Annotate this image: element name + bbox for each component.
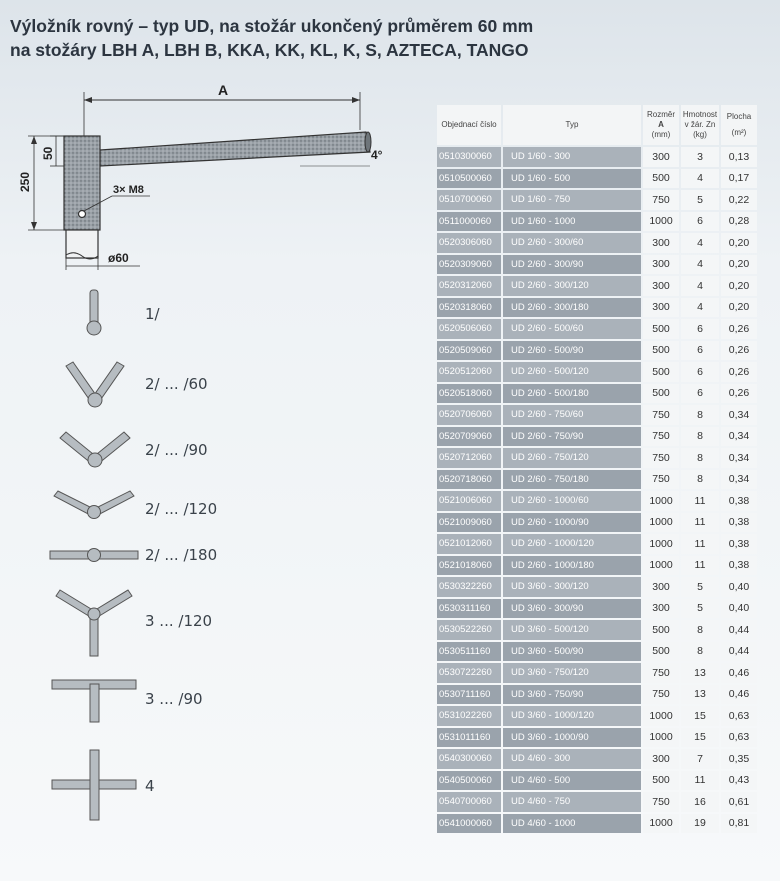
cell-weight: 16: [681, 792, 719, 812]
cell-type: UD 4/60 - 500: [503, 771, 641, 791]
spec-table-body: [437, 147, 757, 833]
cell-dimension: 300: [643, 749, 679, 769]
cell-code: 0521012060: [437, 534, 501, 554]
cell-type: UD 3/60 - 1000/120: [503, 706, 641, 726]
cell-area: 0,34: [721, 427, 757, 447]
cell-dimension: 500: [643, 319, 679, 339]
cell-area: 0,17: [721, 169, 757, 189]
dim-250-label: 250: [18, 171, 32, 192]
title-line-1: Výložník rovný – typ UD, na stožár ukončený průměrem 60 mm: [10, 16, 534, 36]
cell-dimension: 500: [643, 620, 679, 640]
cell-type: UD 3/60 - 300/90: [503, 599, 641, 619]
cell-area: 0,44: [721, 642, 757, 662]
cell-code: 0530522260: [437, 620, 501, 640]
cell-weight: 4: [681, 255, 719, 275]
cell-area: 0,26: [721, 341, 757, 361]
cell-area: 0,46: [721, 663, 757, 683]
cell-type: UD 2/60 - 750/60: [503, 405, 641, 425]
cell-dimension: 300: [643, 298, 679, 318]
cell-dimension: 750: [643, 470, 679, 490]
cell-area: 0,26: [721, 362, 757, 382]
angle-label: 4°: [371, 148, 383, 162]
cell-code: 0520509060: [437, 341, 501, 361]
cell-dimension: 300: [643, 255, 679, 275]
cell-type: UD 4/60 - 300: [503, 749, 641, 769]
cell-weight: 6: [681, 319, 719, 339]
table-row: [437, 470, 757, 490]
cell-type: UD 2/60 - 1000/60: [503, 491, 641, 511]
cell-area: 0,34: [721, 470, 757, 490]
table-row: [437, 706, 757, 726]
cell-code: 0521006060: [437, 491, 501, 511]
cell-type: UD 2/60 - 750/120: [503, 448, 641, 468]
double-arm-180-icon: [48, 544, 140, 566]
table-row: [437, 212, 757, 232]
cell-type: UD 2/60 - 300/60: [503, 233, 641, 253]
cell-type: UD 2/60 - 500/60: [503, 319, 641, 339]
cell-area: 0,20: [721, 298, 757, 318]
cell-type: UD 3/60 - 750/90: [503, 685, 641, 705]
cell-dimension: 1000: [643, 706, 679, 726]
table-row: [437, 534, 757, 554]
cell-dimension: 300: [643, 147, 679, 167]
table-row: [437, 147, 757, 167]
cell-code: 0520312060: [437, 276, 501, 296]
cell-area: 0,20: [721, 276, 757, 296]
header-code: Objednací číslo: [437, 105, 501, 145]
mast-top: [66, 230, 98, 258]
header-weight: Hmotnost v žár. Zn (kg): [681, 105, 719, 145]
variant-label-2: 2/ ... /60: [145, 375, 208, 393]
cell-area: 0,28: [721, 212, 757, 232]
cell-area: 0,63: [721, 728, 757, 748]
cell-weight: 11: [681, 491, 719, 511]
cell-code: 0530511160: [437, 642, 501, 662]
cell-weight: 4: [681, 276, 719, 296]
table-row: [437, 728, 757, 748]
cell-code: 0530711160: [437, 685, 501, 705]
cell-weight: 5: [681, 577, 719, 597]
cell-weight: 8: [681, 448, 719, 468]
cell-area: 0,34: [721, 405, 757, 425]
cell-type: UD 2/60 - 1000/90: [503, 513, 641, 533]
cell-dimension: 300: [643, 233, 679, 253]
double-arm-120-icon: [52, 490, 136, 526]
cell-type: UD 3/60 - 500/120: [503, 620, 641, 640]
cell-type: UD 2/60 - 1000/120: [503, 534, 641, 554]
cell-area: 0,26: [721, 319, 757, 339]
variant-label-3: 2/ ... /90: [145, 441, 208, 459]
cell-code: 0510500060: [437, 169, 501, 189]
table-row: [437, 620, 757, 640]
cell-type: UD 2/60 - 750/90: [503, 427, 641, 447]
cell-dimension: 750: [643, 685, 679, 705]
dim-a-label: A: [218, 82, 229, 98]
table-row: [437, 814, 757, 834]
triple-arm-90-icon: [50, 676, 138, 724]
cell-dimension: 300: [643, 599, 679, 619]
cell-weight: 8: [681, 405, 719, 425]
cell-type: UD 2/60 - 300/120: [503, 276, 641, 296]
cell-area: 0,20: [721, 233, 757, 253]
cell-dimension: 500: [643, 169, 679, 189]
cell-weight: 8: [681, 642, 719, 662]
cell-area: 0,43: [721, 771, 757, 791]
cell-area: 0,44: [721, 620, 757, 640]
cell-area: 0,34: [721, 448, 757, 468]
table-row: [437, 298, 757, 318]
cell-code: 0520306060: [437, 233, 501, 253]
cell-type: UD 3/60 - 1000/90: [503, 728, 641, 748]
cell-type: UD 1/60 - 1000: [503, 212, 641, 232]
cell-dimension: 750: [643, 190, 679, 210]
cell-dimension: 500: [643, 771, 679, 791]
cell-area: 0,63: [721, 706, 757, 726]
cell-weight: 15: [681, 728, 719, 748]
cell-code: 0540700060: [437, 792, 501, 812]
cell-area: 0,38: [721, 556, 757, 576]
cell-dimension: 750: [643, 405, 679, 425]
cell-code: 0540500060: [437, 771, 501, 791]
cell-weight: 7: [681, 749, 719, 769]
cell-type: UD 1/60 - 500: [503, 169, 641, 189]
cell-dimension: 500: [643, 384, 679, 404]
cell-weight: 6: [681, 362, 719, 382]
cell-weight: 4: [681, 233, 719, 253]
cell-type: UD 2/60 - 750/180: [503, 470, 641, 490]
cell-code: 0521018060: [437, 556, 501, 576]
cell-dimension: 1000: [643, 534, 679, 554]
cell-area: 0,20: [721, 255, 757, 275]
cell-type: UD 2/60 - 300/180: [503, 298, 641, 318]
cell-area: 0,40: [721, 599, 757, 619]
quad-arm-icon: [50, 748, 138, 822]
cell-dimension: 750: [643, 792, 679, 812]
cell-area: 0,26: [721, 384, 757, 404]
header-area: Plocha (m²): [721, 105, 757, 145]
table-row: [437, 405, 757, 425]
table-row: [437, 448, 757, 468]
cell-weight: 11: [681, 556, 719, 576]
cell-dimension: 500: [643, 642, 679, 662]
header-type: Typ: [503, 105, 641, 145]
cell-type: UD 3/60 - 300/120: [503, 577, 641, 597]
cell-area: 0,13: [721, 147, 757, 167]
table-row: [437, 169, 757, 189]
header-dimension: Rozměr A (mm): [643, 105, 679, 145]
cell-dimension: 750: [643, 448, 679, 468]
table-row: [437, 642, 757, 662]
cell-weight: 8: [681, 470, 719, 490]
cell-area: 0,22: [721, 190, 757, 210]
cell-area: 0,46: [721, 685, 757, 705]
cell-code: 0520512060: [437, 362, 501, 382]
page-title: [10, 14, 533, 62]
double-arm-90-icon: [58, 428, 132, 472]
cell-area: 0,38: [721, 534, 757, 554]
table-row: [437, 362, 757, 382]
cell-weight: 13: [681, 663, 719, 683]
cell-weight: 5: [681, 599, 719, 619]
cell-code: 0530311160: [437, 599, 501, 619]
cell-code: 0521009060: [437, 513, 501, 533]
cell-weight: 11: [681, 771, 719, 791]
cell-type: UD 4/60 - 750: [503, 792, 641, 812]
cell-type: UD 4/60 - 1000: [503, 814, 641, 834]
cell-weight: 15: [681, 706, 719, 726]
cell-code: 0511000060: [437, 212, 501, 232]
table-row: [437, 491, 757, 511]
title-line-2: na stožáry LBH A, LBH B, KKA, KK, KL, K, S, AZTECA, TANGO: [10, 40, 529, 60]
cell-weight: 13: [681, 685, 719, 705]
table-row: [437, 513, 757, 533]
table-row: [437, 771, 757, 791]
cell-area: 0,40: [721, 577, 757, 597]
cell-code: 0520506060: [437, 319, 501, 339]
cell-weight: 6: [681, 384, 719, 404]
cell-code: 0520712060: [437, 448, 501, 468]
cell-area: 0,38: [721, 513, 757, 533]
cell-dimension: 1000: [643, 814, 679, 834]
cell-area: 0,61: [721, 792, 757, 812]
double-arm-60-icon: [60, 360, 130, 412]
variant-label-6: 3 ... /120: [145, 612, 213, 630]
triple-arm-120-icon: [52, 588, 136, 658]
cell-dimension: 750: [643, 663, 679, 683]
cell-dimension: 1000: [643, 491, 679, 511]
diameter-label: ø60: [108, 251, 129, 265]
cell-dimension: 300: [643, 577, 679, 597]
table-row: [437, 792, 757, 812]
cell-weight: 11: [681, 513, 719, 533]
variant-label-7: 3 ... /90: [145, 690, 203, 708]
cell-dimension: 1000: [643, 513, 679, 533]
bracket-arm: [100, 132, 370, 166]
cell-type: UD 3/60 - 750/120: [503, 663, 641, 683]
cell-code: 0541000060: [437, 814, 501, 834]
table-row: [437, 427, 757, 447]
cell-code: 0531011160: [437, 728, 501, 748]
variant-label-5: 2/ ... /180: [145, 546, 218, 564]
table-row: [437, 255, 757, 275]
cell-code: 0520718060: [437, 470, 501, 490]
table-row: [437, 190, 757, 210]
table-row: [437, 663, 757, 683]
cell-dimension: 1000: [643, 728, 679, 748]
table-row: [437, 384, 757, 404]
cell-dimension: 500: [643, 341, 679, 361]
cell-type: UD 1/60 - 300: [503, 147, 641, 167]
variant-label-4: 2/ ... /120: [145, 500, 218, 518]
table-row: [437, 749, 757, 769]
cell-area: 0,38: [721, 491, 757, 511]
cell-area: 0,35: [721, 749, 757, 769]
cell-dimension: 300: [643, 276, 679, 296]
table-row: [437, 276, 757, 296]
cell-code: 0520518060: [437, 384, 501, 404]
cell-dimension: 750: [643, 427, 679, 447]
cell-type: UD 2/60 - 500/120: [503, 362, 641, 382]
table-row: [437, 577, 757, 597]
cell-dimension: 500: [643, 362, 679, 382]
cell-code: 0520318060: [437, 298, 501, 318]
cell-code: 0530722260: [437, 663, 501, 683]
cell-weight: 4: [681, 298, 719, 318]
variant-label-8: 4: [145, 777, 155, 795]
cell-weight: 11: [681, 534, 719, 554]
cell-weight: 6: [681, 341, 719, 361]
cell-code: 0530322260: [437, 577, 501, 597]
cell-type: UD 1/60 - 750: [503, 190, 641, 210]
table-row: [437, 556, 757, 576]
cell-type: UD 2/60 - 500/180: [503, 384, 641, 404]
cell-code: 0510300060: [437, 147, 501, 167]
cell-code: 0520709060: [437, 427, 501, 447]
cell-code: 0520706060: [437, 405, 501, 425]
cell-weight: 5: [681, 190, 719, 210]
table-row: [437, 233, 757, 253]
table-row: [437, 319, 757, 339]
cell-weight: 19: [681, 814, 719, 834]
bracket-drawing: [0, 80, 420, 280]
table-row: [437, 599, 757, 619]
cell-code: 0531022260: [437, 706, 501, 726]
cell-type: UD 2/60 - 1000/180: [503, 556, 641, 576]
cell-weight: 6: [681, 212, 719, 232]
dim-50-label: 50: [41, 146, 55, 160]
cell-type: UD 2/60 - 300/90: [503, 255, 641, 275]
cell-code: 0510700060: [437, 190, 501, 210]
cell-weight: 3: [681, 147, 719, 167]
cell-type: UD 3/60 - 500/90: [503, 642, 641, 662]
variant-label-1: 1/: [145, 305, 160, 323]
cell-weight: 8: [681, 620, 719, 640]
table-row: [437, 341, 757, 361]
spec-table: [435, 103, 759, 835]
bolt-label: 3× M8: [113, 184, 144, 196]
cell-dimension: 1000: [643, 556, 679, 576]
cell-weight: 4: [681, 169, 719, 189]
table-header-row: [437, 105, 757, 145]
cell-dimension: 1000: [643, 212, 679, 232]
cell-type: UD 2/60 - 500/90: [503, 341, 641, 361]
single-arm-icon: [60, 288, 130, 348]
cell-code: 0520309060: [437, 255, 501, 275]
bolt-hole: [79, 211, 86, 218]
table-row: [437, 685, 757, 705]
cell-area: 0,81: [721, 814, 757, 834]
cell-code: 0540300060: [437, 749, 501, 769]
cell-weight: 8: [681, 427, 719, 447]
